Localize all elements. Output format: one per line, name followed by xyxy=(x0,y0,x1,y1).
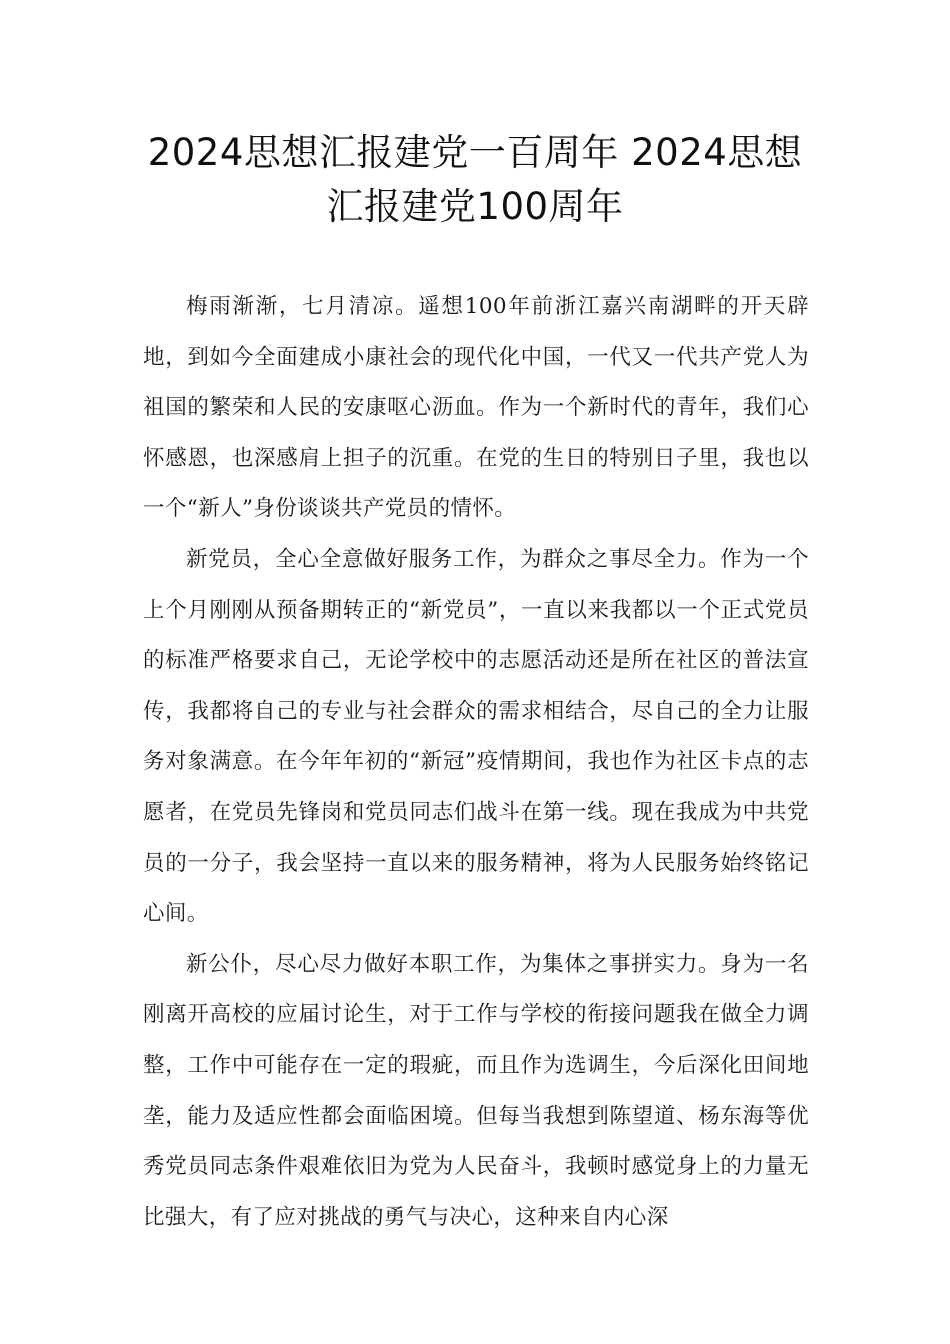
paragraph: 梅雨渐渐，七月清凉。遥想100年前浙江嘉兴南湖畔的开天辟地，到如今全面建成小康社会的现代化中国，一代又一代共产党人为祖国的繁荣和人民的安康呕心沥血。作为一个新时代的青年，我们心怀感恩，也深感肩上担子的沉重。在党的生日的特别日子里，我也以一个“新人”身份谈谈共产党员的情怀。 xyxy=(143,294,809,522)
title-line-2: 汇报建党100周年 xyxy=(326,185,624,228)
title-line-1: 2024思想汇报建党一百周年 2024思想 xyxy=(147,131,803,174)
paragraph: 新党员，全心全意做好服务工作，为群众之事尽全力。作为一个上个月刚刚从预备期转正的“新党员”，一直以来我都以一个正式党员的标准严格要求自己，无论学校中的志愿活动还是所在社区的普法宣传，我都将自己的专业与社会群众的需求相结合，尽自己的全力让服务对象满意。在今年年初的“新冠”疫情期间，我也作为社区卡点的志愿者，在党员先锋岗和党员同志们战斗在第一线。现在我成为中共党员的一分子，我会坚持一直以来的服务精神，将为人民服务始终铭记心间。 xyxy=(143,546,809,927)
paragraph: 新公仆，尽心尽力做好本职工作，为集体之事拼实力。身为一名刚离开高校的应届讨论生，对于工作与学校的衔接问题我在做全力调整，工作中可能存在一定的瑕疵，而且作为选调生，今后深化田间地垄，能力及适应性都会面临困境。但每当我想到陈望道、杨东海等优秀党员同志条件艰难依旧为党为人民奋斗，我顿时感觉身上的力量无比强大，有了应对挑战的勇气与决心，这种来自内心深 xyxy=(143,951,809,1230)
document-body xyxy=(143,282,809,1243)
document-title xyxy=(120,126,830,234)
